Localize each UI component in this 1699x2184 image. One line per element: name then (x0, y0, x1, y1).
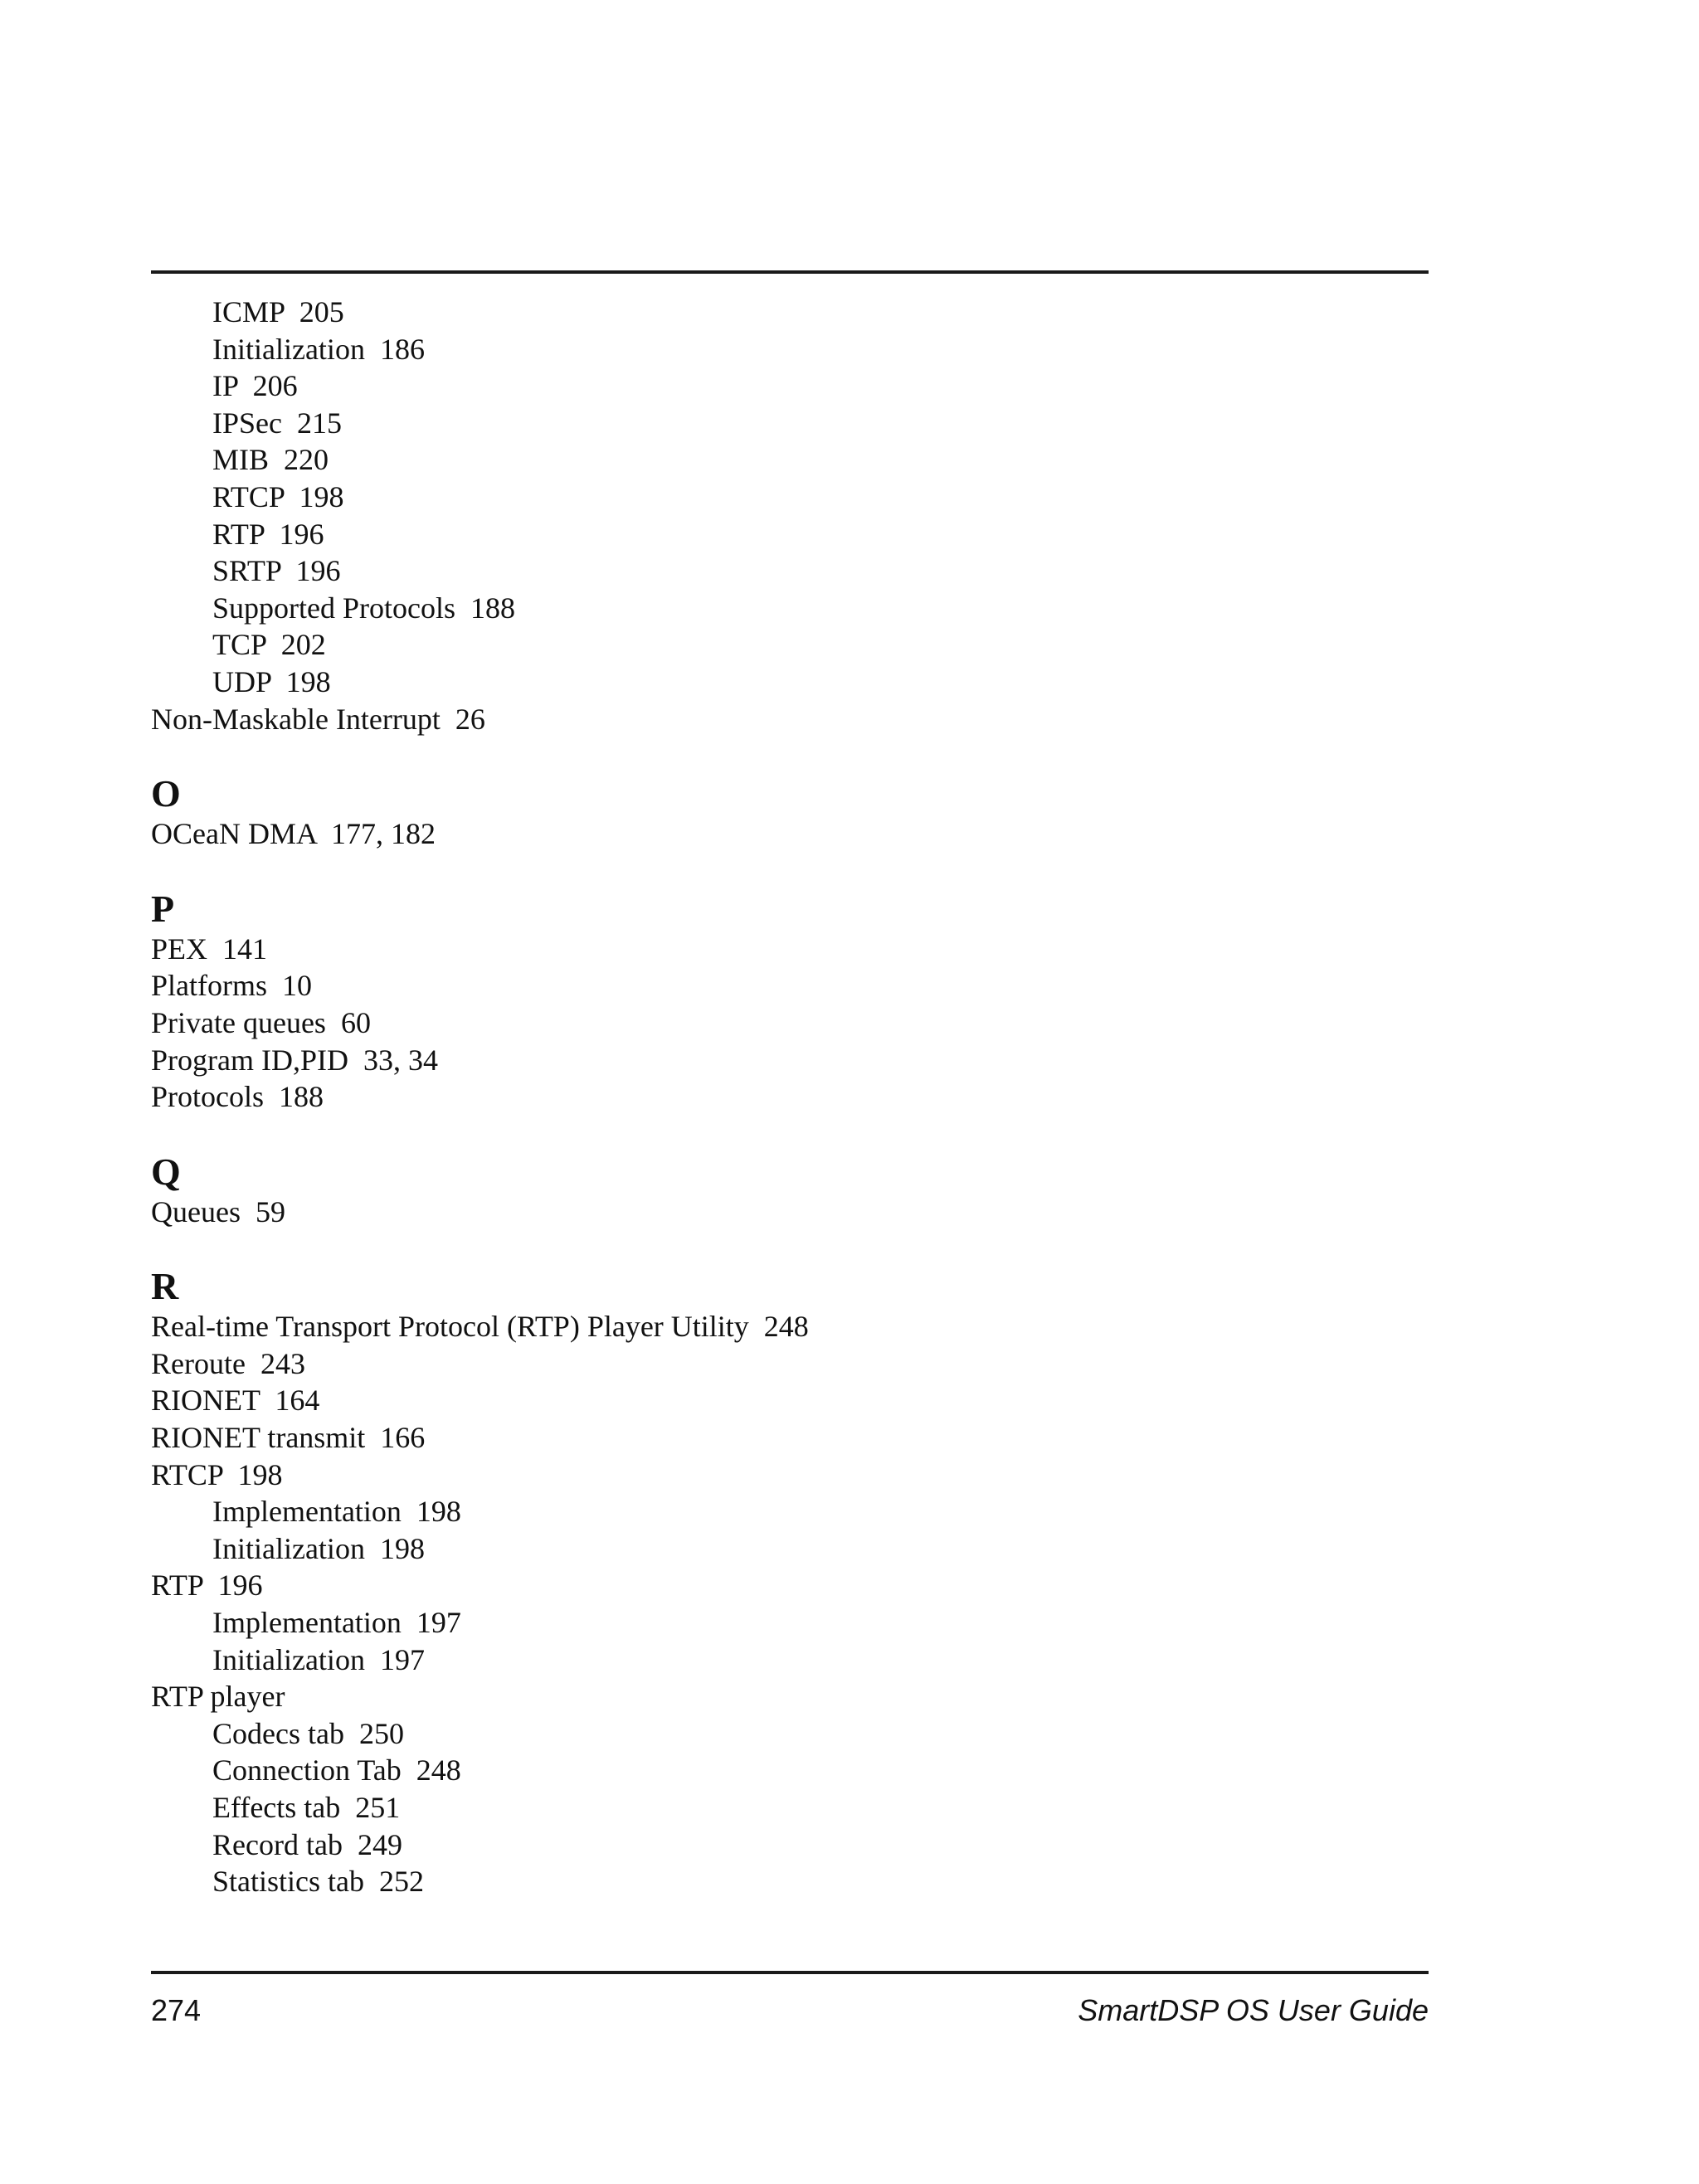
section-letter-p: P (151, 887, 175, 930)
index-entry: Private queues 60 (151, 1005, 371, 1039)
page-number: 274 (151, 1993, 202, 2027)
index-entry: Initialization 198 (212, 1531, 425, 1565)
index-entry: RTP player (151, 1680, 285, 1714)
index-entry: Reroute 243 (151, 1346, 305, 1380)
index-entry: Initialization 197 (212, 1642, 425, 1676)
index-entry: UDP 198 (212, 664, 331, 698)
index-entry: Effects tab 251 (212, 1791, 401, 1824)
index-entry: Codecs tab 250 (212, 1716, 404, 1750)
index-entry: IP 206 (212, 369, 298, 403)
index-entry: IPSec 215 (212, 406, 342, 440)
index-entry: Supported Protocols 188 (212, 591, 515, 625)
section-letter-q: Q (151, 1150, 181, 1193)
index-entry: Non-Maskable Interrupt 26 (151, 702, 485, 736)
index-entry: TCP 202 (212, 628, 326, 662)
index-entry: ICMP 205 (212, 295, 344, 328)
index-entry: RIONET 164 (151, 1384, 320, 1418)
index-entry: Statistics tab 252 (212, 1865, 424, 1899)
index-entry: Program ID,PID 33, 34 (151, 1043, 438, 1077)
index-entry: Queues 59 (151, 1194, 285, 1228)
index-entry: Platforms 10 (151, 969, 312, 1003)
index-entry: Connection Tab 248 (212, 1754, 461, 1788)
index-entry: Real-time Transport Protocol (RTP) Player Utility 248 (151, 1310, 809, 1344)
index-entry: Initialization 186 (212, 332, 425, 366)
index-entry: Protocols 188 (151, 1080, 324, 1114)
footer-rule (151, 1971, 1429, 1974)
index-entry: Record tab 249 (212, 1827, 402, 1861)
section-letter-o: O (151, 772, 181, 815)
index-entry: RTCP 198 (212, 479, 344, 513)
index-entry: MIB 220 (212, 443, 329, 477)
index-entry: PEX 141 (151, 931, 268, 966)
index-entry: RTCP 198 (151, 1457, 283, 1491)
index-entry: OCeaN DMA 177, 182 (151, 817, 436, 851)
index-entry: SRTP 196 (212, 554, 341, 588)
section-letter-r: R (151, 1265, 179, 1308)
document-title: SmartDSP OS User Guide (1078, 1993, 1429, 2027)
index-list (151, 294, 1429, 1900)
index-entry: RTP 196 (212, 517, 324, 551)
header-rule (151, 270, 1429, 274)
index-entry: RTP 196 (151, 1569, 263, 1603)
index-entry: Implementation 198 (212, 1495, 461, 1529)
index-entry: RIONET transmit 166 (151, 1421, 426, 1455)
index-entry: Implementation 197 (212, 1606, 461, 1640)
